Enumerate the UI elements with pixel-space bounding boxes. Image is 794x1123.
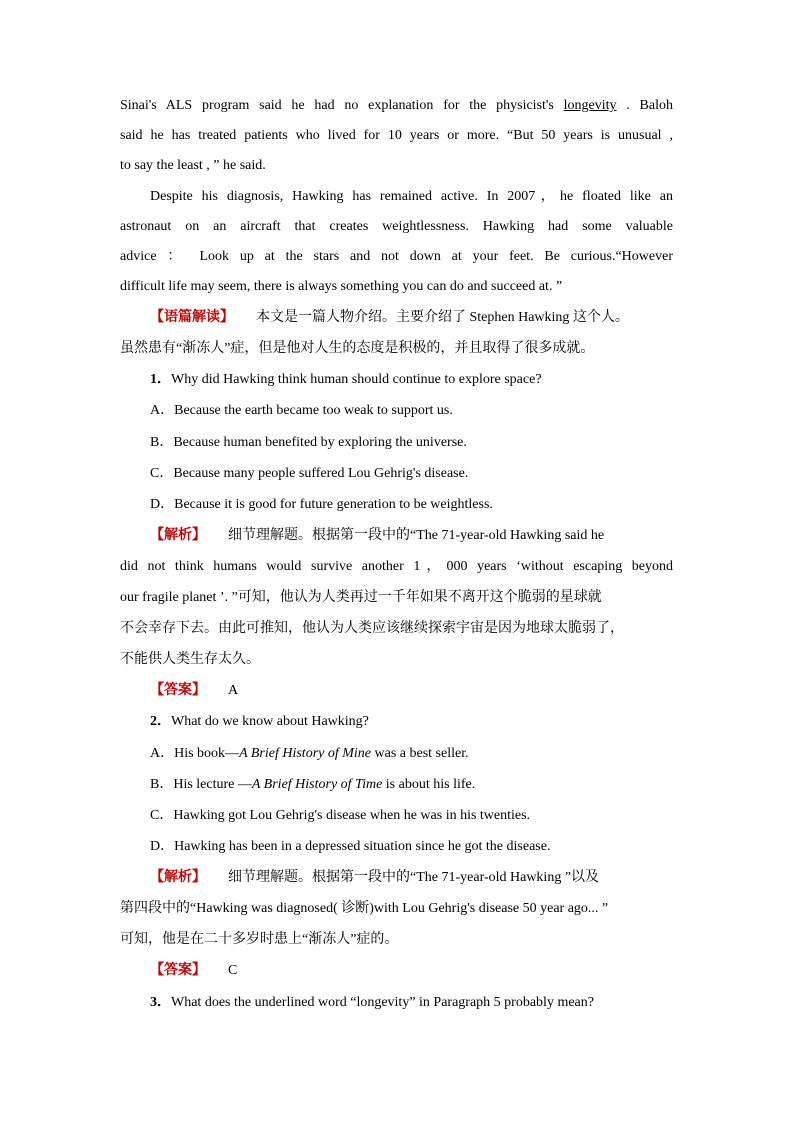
option-d: D．Because it is good for future generation to be weightless. — [150, 497, 493, 512]
option-c: C．Because many people suffered Lou Gehrig's disease. — [150, 466, 469, 481]
question-number: 3． — [150, 995, 171, 1010]
paragraph-line: Despite his diagnosis, Hawking has remained active. In 2007，he floated like an — [150, 189, 673, 204]
option-text: B．His lecture — — [150, 777, 252, 792]
summary-line: 虽然患有“渐冻人”症，但是他对人生的态度是积极的，并且取得了很多成就。 — [120, 341, 595, 356]
text-span: Sinai's ALS program said he had no explanation for the physicist's — [120, 98, 564, 113]
question-number: 2． — [150, 714, 171, 729]
paragraph-line — [120, 96, 673, 116]
option-d: D．Hawking has been in a depressed situation since he got the disease. — [150, 839, 551, 854]
analysis-line: did not think humans would survive another 1，000 years ‘without escaping beyond — [120, 559, 673, 574]
question-number: 1． — [150, 372, 171, 387]
option-b: B．Because human benefited by exploring the universe. — [150, 435, 467, 450]
question-text: Why did Hawking think human should continue to explore space? — [171, 372, 542, 387]
option-text: A．His book— — [150, 746, 240, 761]
question-text: What does the underlined word “longevity” in Paragraph 5 probably mean? — [171, 995, 594, 1010]
text-span: . Baloh — [616, 98, 673, 113]
option-b — [150, 775, 673, 795]
paragraph-line: astronaut on an aircraft that creates weightlessness. Hawking had some valuable — [120, 219, 673, 234]
analysis-tag: 【解析】 — [150, 528, 206, 543]
answer-value: A — [228, 683, 239, 698]
analysis-text: 细节理解题。根据第一段中的“The 71-year-old Hawking said he — [228, 528, 605, 543]
paragraph-line: advice ： Look up at the stars and not down at your feet. Be curious.“However — [120, 249, 673, 264]
underlined-word: longevity — [563, 98, 617, 113]
answer-tag: 【答案】 — [150, 963, 206, 978]
analysis-line: 可知，他是在二十多岁时患上“渐冻人”症的。 — [120, 932, 399, 947]
question-text: What do we know about Hawking? — [171, 714, 369, 729]
analysis-line — [150, 868, 673, 888]
summary-text: 本文是一篇人物介绍。主要介绍了 Stephen Hawking 这个人。 — [256, 310, 629, 325]
summary-tag: 【语篇解读】 — [150, 310, 234, 325]
analysis-tag: 【解析】 — [150, 870, 206, 885]
analysis-line: 不会幸存下去。由此可推知，他认为人类应该继续探索宇宙是因为地球太脆弱了， — [120, 621, 624, 636]
paragraph-line: to say the least , ” he said. — [120, 158, 266, 173]
analysis-line: our fragile planet ’. ”可知，他认为人类再过一千年如果不离开这个脆弱的星球就 — [120, 590, 602, 605]
option-text: was a best seller. — [371, 746, 469, 761]
paragraph-line: said he has treated patients who lived for 10 years or more. “But 50 years is unusual , — [120, 128, 673, 143]
analysis-line — [150, 526, 673, 546]
question-stem — [150, 712, 673, 732]
book-title: A Brief History of Mine — [239, 746, 372, 761]
paragraph-line: difficult life may seem, there is always something you can do and succeed at. ” — [120, 279, 563, 294]
question-stem — [150, 993, 673, 1013]
answer-line — [150, 681, 673, 701]
answer-line — [150, 961, 673, 981]
option-a: A．Because the earth became too weak to support us. — [150, 403, 453, 418]
answer-value: C — [228, 963, 238, 978]
question-stem — [150, 370, 673, 390]
answer-tag: 【答案】 — [150, 683, 206, 698]
analysis-line: 不能供人类生存太久。 — [120, 652, 260, 667]
lecture-title: A Brief History of Time — [251, 777, 383, 792]
analysis-text: 细节理解题。根据第一段中的“The 71-year-old Hawking ”以及 — [228, 870, 600, 885]
option-c: C．Hawking got Lou Gehrig's disease when he was in his twenties. — [150, 808, 531, 823]
summary-line — [150, 308, 673, 328]
analysis-line: 第四段中的“Hawking was diagnosed( 诊断)with Lou Gehrig's disease 50 year ago... ” — [120, 901, 609, 916]
option-a — [150, 744, 673, 764]
option-text: is about his life. — [382, 777, 476, 792]
